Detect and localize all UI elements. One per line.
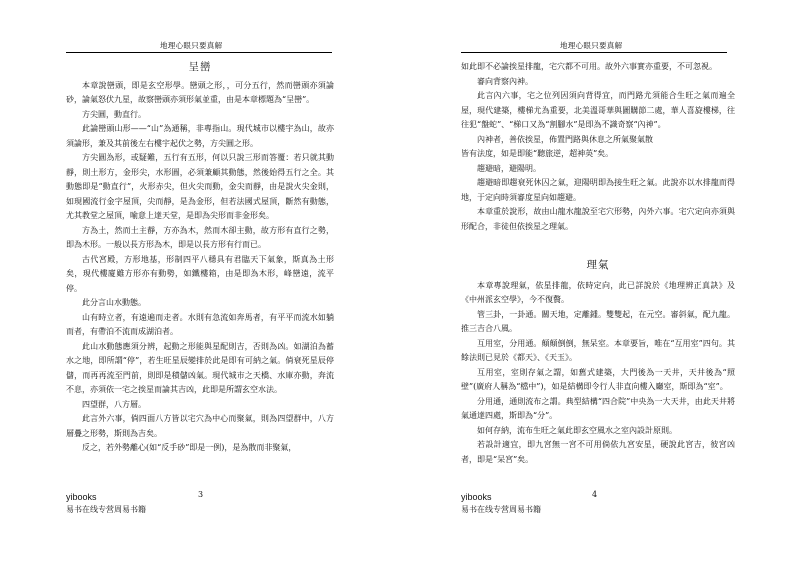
paragraph: 此分言山水動態。 [82,298,146,307]
footer-text: 易书在线专营周易书籍 [66,505,146,514]
right-page [397,0,793,561]
page-number: 4 [592,490,598,499]
paragraph: 如此即不必論挨星排龍，宅穴都不可用。故外六事實亦重要，不可忽視。 [461,62,717,71]
paragraph: 分用通，通則流布之謂。典型結構“四合院”中央為一大天井，由此天井將氣通達四處，斯即為“分”。 [461,396,735,420]
header-rule [66,52,332,53]
paragraph: 審向背察內神。 [477,76,533,86]
paragraph: 管三卦，一卦通。關天地，定離鍾。雙雙起，在元空。審斜氣，配九龍。推三吉合八風。 [461,309,735,333]
paragraph: 四望群，八方層。 [82,399,146,409]
paragraph: 本章重於說形，故由山龍水龍說至宅穴形勢，內外六事。宅穴定向亦須與形配合，非徒但依挨星之理氣。 [461,207,735,231]
running-head: 地理心眼只要真解 [560,41,623,50]
paragraph: 此論巒頭山形——“山”為通稱，非專指山。現代城市以樓宇為山，故亦須論形，兼及其前後左右樓宇起伏之勢，方尖圓之形。 [66,124,334,148]
paragraph: 反之，若外勢離心(如“反手砂”即是一例)，是為散而非聚氣， [82,443,297,452]
footer-text: 易书在线专营周易书籍 [461,505,541,514]
paragraph: 互用室，分用通。顛顛倒倒，無呆室。本章要旨，唯在“互用室”四句。其餘法則已見於《都天》、《天玉》。 [461,338,735,362]
paragraph: 此山水動態應須分辨，起動之形能與星配則吉，否則為凶。如湖泊為蓄水之地，即所謂“停”，若生旺星辰變排於此是即有可納之氣。倘衰死星辰停儲，而再再流至門前，則即是積儲凶氣。現代城市之天橋、水庫亦動，奔流不息，亦須依一宅之挨星而論其吉凶，此即是所謂玄空水法。 [66,341,334,394]
paragraph: 本章專說理氣，依星排龍，依時定向，此已詳說於《地理辨正真訣》及《中州派玄空學》，今不復贅。 [461,280,735,304]
paragraph: 方尖圓為形，或疑難，五行有五形，何以只說三形而答覆：若只就其動靜，則土形方，金形尖，水形圓，必須兼顧其動態，然後始得五行之全。其動態即是“動直行”，火形赤尖，但火尖而動，金尖而靜，由是說火尖金則，如現國流行金字屋頂，尖而靜，是為金形，但若法國式屋頂，斷然有動態，尤其教堂之屋頂，喻意上達天堂，是即為尖形而非金形矣。 [66,153,334,220]
paragraph: 內神者，善依挨星，佈置門路與休息之所氣聚氣散 [477,134,653,144]
left-page [0,0,396,561]
right-page-body-lower [461,258,735,467]
section-title: 理氣 [586,259,610,271]
paragraph: 古代宮殿，方形地基，形制四平八穩具有君臨天下氣象，斯真為土形矣，現代樓廈雖方形亦有動勢，如鐵樓箱，由是即為木形，峰巒遠，流平停。 [66,254,334,293]
publisher-brand: yibooks [461,492,492,502]
left-page-body [66,60,334,456]
running-head: 地理心眼只要真解 [160,41,223,50]
paragraph: 皆有法度，如是即能“聽旅逆，超神英”矣。 [461,149,614,158]
publisher-brand: yibooks [66,492,97,502]
section-title: 呈巒 [188,61,212,73]
paragraph: 如何存納，流布生旺之氣此即玄空風水之室內設計原則。 [477,425,677,435]
page-number: 3 [198,490,204,499]
paragraph: 若設計適宜，即九宮無一宮不可用倘依九宮安星，硬說此宮吉，彼宮凶者，即是“呆宮”矣。 [461,440,735,464]
paragraph: 方為土，然而土主靜，方亦為木，然而木卻主動，故方形有直行之勢，即為木形。一般以長方形為木，即是以長方形有行而已。 [66,225,334,249]
right-page-body [461,60,735,234]
paragraph: 此言內六事，宅之位列因須向背得宜，而門路尤須能合生旺之氣而遍全屋，現代建築，樓梯尤為重要，北美溫哥華與圖購節二處，華人喜旋樓梯，往往犯“盤蛇”、“梯口又為“割腳水”是即為不識奇察“內神”。 [461,91,735,129]
paragraph: 山有時立者，有遠遍而走者。水則有急流如奔馬者，有平平而流水如躺而者，有帶泊不流而成湖泊者。 [66,312,334,336]
paragraph: 互用室，室則存氣之謂，如舊式建築，大門後為一天井，天井後為“照壁”(廣府人稱為“檔中”)，如是結構即令行人非直向樓入廳室，斯即為“室”。 [461,367,735,391]
paragraph: 本章說巒頭，即是玄空形學。巒頭之形，，可分五行，然而巒頭亦須論砂，論氣怒伏九星，故察巒頭亦須形氣並重，由是本章標題為“呈巒”。 [66,80,334,104]
paragraph: 趨避暗即趨衰死休囚之氣，迎陽明即為接生旺之氣。此說亦以水排龍而得地，于定向時須審度星向如趨避。 [461,178,735,202]
paragraph: 趨避暗，避陽明。 [477,163,541,173]
paragraph: 方尖圓，動直行。 [82,109,146,119]
header-rule [461,52,727,53]
paragraph: 此言外六事，倘四面八方皆以宅穴為中心而聚氣，則為四望群中，八方層疊之形勢，斯則為吉矣。 [66,414,334,438]
